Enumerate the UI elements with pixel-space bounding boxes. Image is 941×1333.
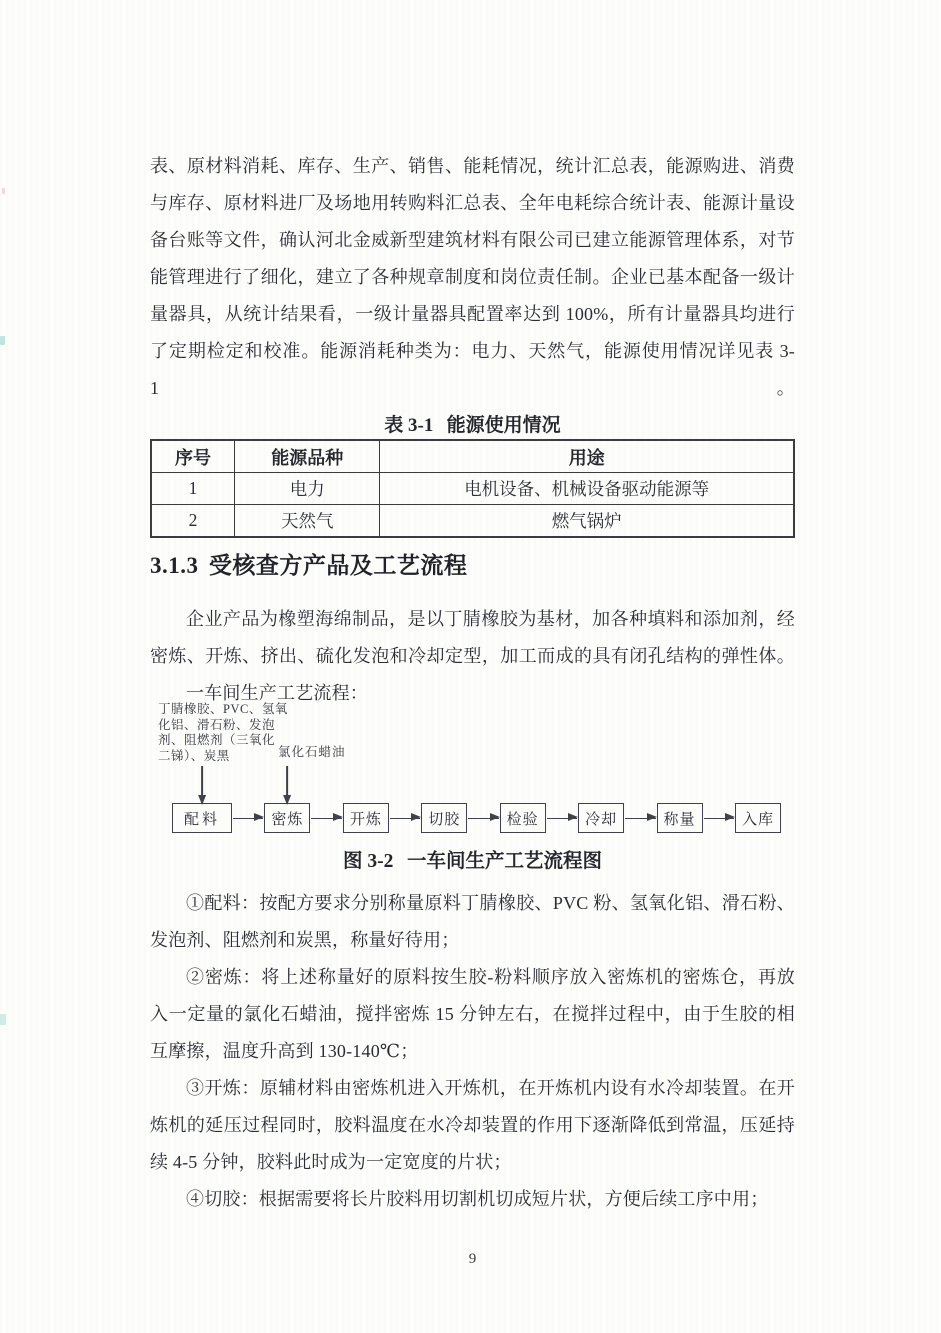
text-line: ④切胶：根据需要将长片胶料用切割机切成短片状，方便后续工序中用； [186, 1189, 769, 1209]
text-line: ②密炼：将上述称量好的原料按生胶-粉料顺序放入密炼机的密炼仓，再放 [186, 967, 795, 987]
down-arrow-icon [287, 766, 289, 804]
label-line: 化铝、滑石粉、发泡 [158, 717, 276, 732]
flow-step-label: 切胶 [428, 811, 461, 828]
text-line: ③开炼：原辅材料由密炼机进入开炼机，在开炼机内设有水冷却装置。在开 [186, 1078, 795, 1098]
flow-input-materials-label [158, 702, 288, 764]
figure-title: 一车间生产工艺流程图 [407, 851, 603, 872]
text-line: 入一定量的氯化石蜡油，搅拌密炼 15 分钟左右，在搅拌过程中，由于生胶的相 [150, 1004, 795, 1024]
text-line: 密炼、开炼、挤出、硫化发泡和冷却定型，加工而成的具有闭孔结构的弹性体。 [150, 646, 795, 666]
text-line: ①配料：按配方要求分别称量原料丁腈橡胶、PVC 粉、氢氧化铝、滑石粉、 [186, 893, 795, 913]
right-arrow-icon [704, 818, 734, 819]
text-line: 能管理进行了细化，建立了各种规章制度和岗位责任制。企业已基本配备一级计 [150, 267, 795, 287]
process-flowchart [150, 702, 795, 834]
flow-step-label: 冷却 [585, 811, 618, 828]
flow-input-oil-label: 氯化石蜡油 [278, 745, 346, 759]
col-header-usage: 用途 [380, 440, 794, 473]
energy-usage-table [150, 439, 795, 538]
scan-artifact [0, 1014, 6, 1025]
flow-step-label: 开炼 [349, 811, 382, 828]
flow-step-box [657, 803, 703, 833]
section-paragraph [150, 601, 795, 712]
flow-step-box [343, 803, 389, 833]
text-line: 了定期检定和校准。能源消耗种类为：电力、天然气，能源使用情况详见表 3-1。 [150, 341, 795, 398]
col-header-index: 序号 [151, 440, 235, 473]
cell-energy-type: 天然气 [235, 505, 380, 538]
text-line: 表、原材料消耗、库存、生产、销售、能耗情况，统计汇总表，能源购进、消费 [150, 156, 795, 176]
flow-step-label: 密炼 [271, 811, 304, 828]
label-line: 丁腈橡胶、PVC、氢氧 [158, 702, 288, 716]
flow-step-label: 配料 [183, 811, 220, 828]
section-number: 3.1.3 [150, 553, 199, 578]
table-label: 表 3-1 [384, 415, 434, 436]
process-steps-paragraphs [150, 885, 795, 1218]
scan-artifact [0, 336, 5, 345]
text-line: 企业产品为橡塑海绵制品，是以丁腈橡胶为基材，加各种填料和添加剂，经 [186, 609, 795, 629]
text-line: 互摩擦，温度升高到 130-140℃； [150, 1041, 419, 1061]
page-number: 9 [468, 1251, 477, 1267]
flow-steps-row [172, 802, 781, 834]
flow-step-box [500, 803, 546, 833]
cell-usage: 燃气锅炉 [380, 505, 794, 538]
text-line: 炼机的延压过程同时，胶料温度在水冷却装置的作用下逐渐降低到常温，压延持 [150, 1115, 795, 1135]
section-title: 受核查方产品及工艺流程 [208, 553, 468, 578]
table-header-row [151, 440, 794, 473]
flow-step-box [421, 803, 467, 833]
cell-usage: 电机设备、机械设备驱动能源等 [380, 473, 794, 505]
flow-step-box [172, 803, 232, 833]
cell-index: 1 [151, 473, 235, 505]
scan-artifact [2, 188, 5, 194]
text-line: 发泡剂、阻燃剂和炭黑，称量好待用； [150, 930, 460, 950]
right-arrow-icon [468, 818, 498, 819]
right-arrow-icon [547, 818, 577, 819]
intro-paragraph [150, 148, 795, 407]
table-row [151, 473, 794, 505]
text-line: 一车间生产工艺流程： [186, 683, 368, 703]
text-line: 续 4-5 分钟，胶料此时成为一定宽度的片状； [150, 1152, 512, 1172]
cell-energy-type: 电力 [235, 473, 380, 505]
flow-step-label: 入库 [741, 811, 774, 828]
label-line: 二锑）、炭黑 [158, 748, 230, 763]
right-arrow-icon [311, 818, 341, 819]
table-title-text: 能源使用情况 [446, 415, 561, 436]
right-arrow-icon [625, 818, 655, 819]
text-line: 量器具，从统计结果看，一级计量器具配置率达到 100%，所有计量器具均进行 [150, 304, 795, 324]
cell-index: 2 [151, 505, 235, 538]
col-header-energy-type: 能源品种 [235, 440, 380, 473]
text-line: 备台账等文件，确认河北金威新型建筑材料有限公司已建立能源管理体系，对节 [150, 230, 795, 250]
right-arrow-icon [233, 818, 263, 819]
figure-label: 图 3-2 [342, 851, 394, 872]
label-line: 剂、阻燃剂（三氧化 [158, 733, 276, 747]
figure-caption [150, 849, 795, 875]
text-line: 与库存、原材料进厂及场地用转购料汇总表、全年电耗综合统计表、能源计量设 [150, 193, 795, 213]
flow-step-box [264, 803, 310, 833]
down-arrow-icon [201, 766, 203, 804]
flow-step-box [735, 803, 781, 833]
flow-step-box [578, 803, 624, 833]
section-heading [150, 551, 795, 581]
table-title [150, 413, 795, 439]
right-arrow-icon [390, 818, 420, 819]
flow-step-label: 称量 [663, 811, 696, 828]
table-row [151, 505, 794, 538]
flow-step-label: 检验 [506, 811, 539, 828]
